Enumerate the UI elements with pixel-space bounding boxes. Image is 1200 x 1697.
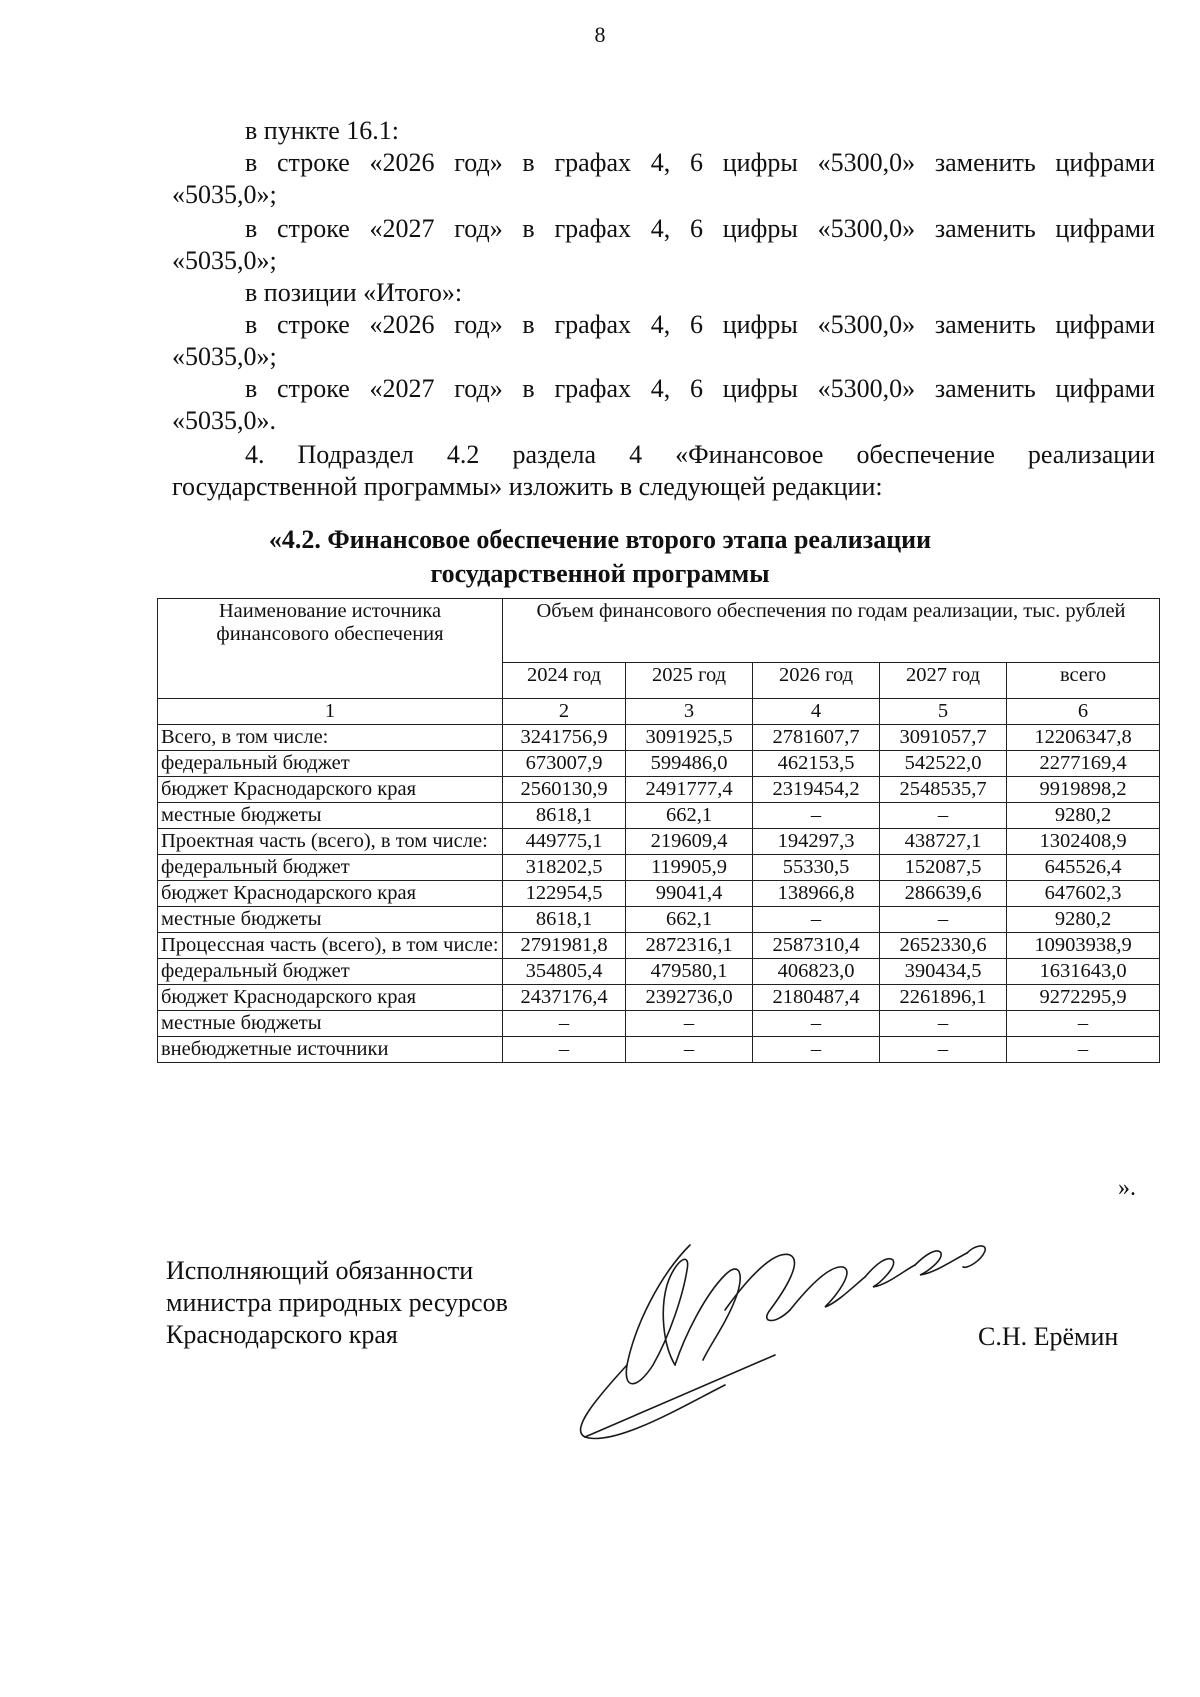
cell-value: 662,1 bbox=[626, 907, 753, 933]
cell-value: 10903938,9 bbox=[1007, 933, 1160, 959]
cell-value: 8618,1 bbox=[503, 907, 626, 933]
row-name: местные бюджеты bbox=[158, 1011, 503, 1037]
cell-value: 2587310,4 bbox=[753, 933, 880, 959]
cell-value: 1631643,0 bbox=[1007, 959, 1160, 985]
cell-value: 462153,5 bbox=[753, 751, 880, 777]
paragraph-line: в строке «2026 год» в графах 4, 6 цифры «5300,0» заменить цифрами bbox=[245, 310, 1155, 339]
cell-value: 2437176,4 bbox=[503, 985, 626, 1011]
cell-value: 219609,4 bbox=[626, 829, 753, 855]
row-name: местные бюджеты bbox=[158, 803, 503, 829]
signature-block bbox=[166, 1255, 508, 1351]
cell-value: 662,1 bbox=[626, 803, 753, 829]
paragraph-line: «5035,0»; bbox=[172, 180, 277, 209]
cell-value: – bbox=[503, 1037, 626, 1063]
table-row bbox=[158, 985, 1160, 1011]
cell-value: 119905,9 bbox=[626, 855, 753, 881]
cell-value: 138966,8 bbox=[753, 881, 880, 907]
cell-value: 194297,3 bbox=[753, 829, 880, 855]
paragraph-line: государственной программы» изложить в следующей редакции: bbox=[172, 472, 883, 501]
cell-value: 12206347,8 bbox=[1007, 725, 1160, 751]
column-number: 4 bbox=[753, 699, 880, 725]
cell-value: 2392736,0 bbox=[626, 985, 753, 1011]
cell-value: 9280,2 bbox=[1007, 803, 1160, 829]
closing-quote: ». bbox=[1118, 1175, 1136, 1201]
cell-value: 2548535,7 bbox=[880, 777, 1007, 803]
table-row bbox=[158, 855, 1160, 881]
paragraph-line: «5035,0»; bbox=[172, 246, 277, 275]
cell-value: – bbox=[880, 1037, 1007, 1063]
table-row bbox=[158, 959, 1160, 985]
cell-value: 318202,5 bbox=[503, 855, 626, 881]
cell-value: 122954,5 bbox=[503, 881, 626, 907]
table-row bbox=[158, 725, 1160, 751]
cell-value: 2180487,4 bbox=[753, 985, 880, 1011]
header-volume: Объем финансового обеспечения по годам реализации, тыс. рублей bbox=[503, 599, 1160, 663]
column-number: 5 bbox=[880, 699, 1007, 725]
paragraph-line: в строке «2027 год» в графах 4, 6 цифры «5300,0» заменить цифрами bbox=[245, 374, 1155, 403]
cell-value: 647602,3 bbox=[1007, 881, 1160, 907]
header-total: всего bbox=[1007, 663, 1160, 699]
cell-value: 354805,4 bbox=[503, 959, 626, 985]
cell-value: 2261896,1 bbox=[880, 985, 1007, 1011]
signatory-position-line: Краснодарского края bbox=[166, 1320, 398, 1349]
table-row bbox=[158, 907, 1160, 933]
cell-value: 9280,2 bbox=[1007, 907, 1160, 933]
section-title-line2: государственной программы bbox=[430, 559, 770, 588]
section-title-line1: «4.2. Финансовое обеспечение второго этапа реализации bbox=[268, 525, 932, 554]
signatory-position-line: Исполняющий обязанности bbox=[166, 1256, 474, 1285]
cell-value: 55330,5 bbox=[753, 855, 880, 881]
signatory-name: С.Н. Ерёмин bbox=[978, 1322, 1119, 1351]
column-number: 1 bbox=[158, 699, 503, 725]
cell-value: 438727,1 bbox=[880, 829, 1007, 855]
table-row bbox=[158, 829, 1160, 855]
cell-value: 449775,1 bbox=[503, 829, 626, 855]
cell-value: 286639,6 bbox=[880, 881, 1007, 907]
cell-value: 3091925,5 bbox=[626, 725, 753, 751]
column-number: 2 bbox=[503, 699, 626, 725]
cell-value: – bbox=[503, 1011, 626, 1037]
financing-table bbox=[157, 598, 1160, 1063]
row-name: внебюджетные источники bbox=[158, 1037, 503, 1063]
cell-value: 3091057,7 bbox=[880, 725, 1007, 751]
cell-value: – bbox=[880, 1011, 1007, 1037]
cell-value: 406823,0 bbox=[753, 959, 880, 985]
header-source: Наименование источника финансового обеспечения bbox=[158, 599, 503, 699]
cell-value: 390434,5 bbox=[880, 959, 1007, 985]
cell-value: 152087,5 bbox=[880, 855, 1007, 881]
column-number: 3 bbox=[626, 699, 753, 725]
cell-value: 8618,1 bbox=[503, 803, 626, 829]
header-year: 2026 год bbox=[753, 663, 880, 699]
paragraph-line: в строке «2026 год» в графах 4, 6 цифры «5300,0» заменить цифрами bbox=[245, 148, 1155, 177]
table-row bbox=[158, 751, 1160, 777]
paragraph-line: «5035,0»; bbox=[172, 342, 277, 371]
row-name: бюджет Краснодарского края bbox=[158, 985, 503, 1011]
signatory-position-line: министра природных ресурсов bbox=[166, 1288, 508, 1317]
cell-value: – bbox=[1007, 1011, 1160, 1037]
cell-value: 599486,0 bbox=[626, 751, 753, 777]
cell-value: 2560130,9 bbox=[503, 777, 626, 803]
handwritten-signature bbox=[575, 1215, 1035, 1455]
row-name: бюджет Краснодарского края bbox=[158, 881, 503, 907]
header-year: 2025 год bbox=[626, 663, 753, 699]
cell-value: 479580,1 bbox=[626, 959, 753, 985]
cell-value: – bbox=[626, 1011, 753, 1037]
cell-value: 2791981,8 bbox=[503, 933, 626, 959]
cell-value: – bbox=[753, 1037, 880, 1063]
paragraph-line: в позиции «Итого»: bbox=[245, 278, 463, 307]
row-name: Всего, в том числе: bbox=[158, 725, 503, 751]
paragraph-line: «5035,0». bbox=[172, 406, 276, 435]
row-name: федеральный бюджет bbox=[158, 751, 503, 777]
cell-value: – bbox=[753, 803, 880, 829]
cell-value: 2652330,6 bbox=[880, 933, 1007, 959]
cell-value: 2781607,7 bbox=[753, 725, 880, 751]
paragraph-line: в строке «2027 год» в графах 4, 6 цифры «5300,0» заменить цифрами bbox=[245, 214, 1155, 243]
cell-value: 2277169,4 bbox=[1007, 751, 1160, 777]
paragraph-line: в пункте 16.1: bbox=[245, 116, 400, 145]
cell-value: – bbox=[753, 1011, 880, 1037]
table-row bbox=[158, 777, 1160, 803]
cell-value: – bbox=[1007, 1037, 1160, 1063]
table-row bbox=[158, 933, 1160, 959]
row-name: Проектная часть (всего), в том числе: bbox=[158, 829, 503, 855]
cell-value: – bbox=[880, 907, 1007, 933]
cell-value: 99041,4 bbox=[626, 881, 753, 907]
cell-value: – bbox=[880, 803, 1007, 829]
cell-value: 9919898,2 bbox=[1007, 777, 1160, 803]
row-name: федеральный бюджет bbox=[158, 959, 503, 985]
cell-value: 9272295,9 bbox=[1007, 985, 1160, 1011]
cell-value: – bbox=[626, 1037, 753, 1063]
table-row bbox=[158, 1037, 1160, 1063]
row-name: бюджет Краснодарского края bbox=[158, 777, 503, 803]
row-name: местные бюджеты bbox=[158, 907, 503, 933]
cell-value: – bbox=[753, 907, 880, 933]
header-year: 2024 год bbox=[503, 663, 626, 699]
cell-value: 1302408,9 bbox=[1007, 829, 1160, 855]
cell-value: 2319454,2 bbox=[753, 777, 880, 803]
cell-value: 645526,4 bbox=[1007, 855, 1160, 881]
cell-value: 673007,9 bbox=[503, 751, 626, 777]
cell-value: 3241756,9 bbox=[503, 725, 626, 751]
table-row bbox=[158, 1011, 1160, 1037]
page-number: 8 bbox=[594, 22, 606, 47]
table-row bbox=[158, 881, 1160, 907]
cell-value: 2872316,1 bbox=[626, 933, 753, 959]
table-row bbox=[158, 803, 1160, 829]
column-number: 6 bbox=[1007, 699, 1160, 725]
cell-value: 2491777,4 bbox=[626, 777, 753, 803]
row-name: федеральный бюджет bbox=[158, 855, 503, 881]
row-name: Процессная часть (всего), в том числе: bbox=[158, 933, 503, 959]
cell-value: 542522,0 bbox=[880, 751, 1007, 777]
header-year: 2027 год bbox=[880, 663, 1007, 699]
paragraph-line: 4. Подраздел 4.2 раздела 4 «Финансовое обеспечение реализации bbox=[245, 440, 1155, 469]
